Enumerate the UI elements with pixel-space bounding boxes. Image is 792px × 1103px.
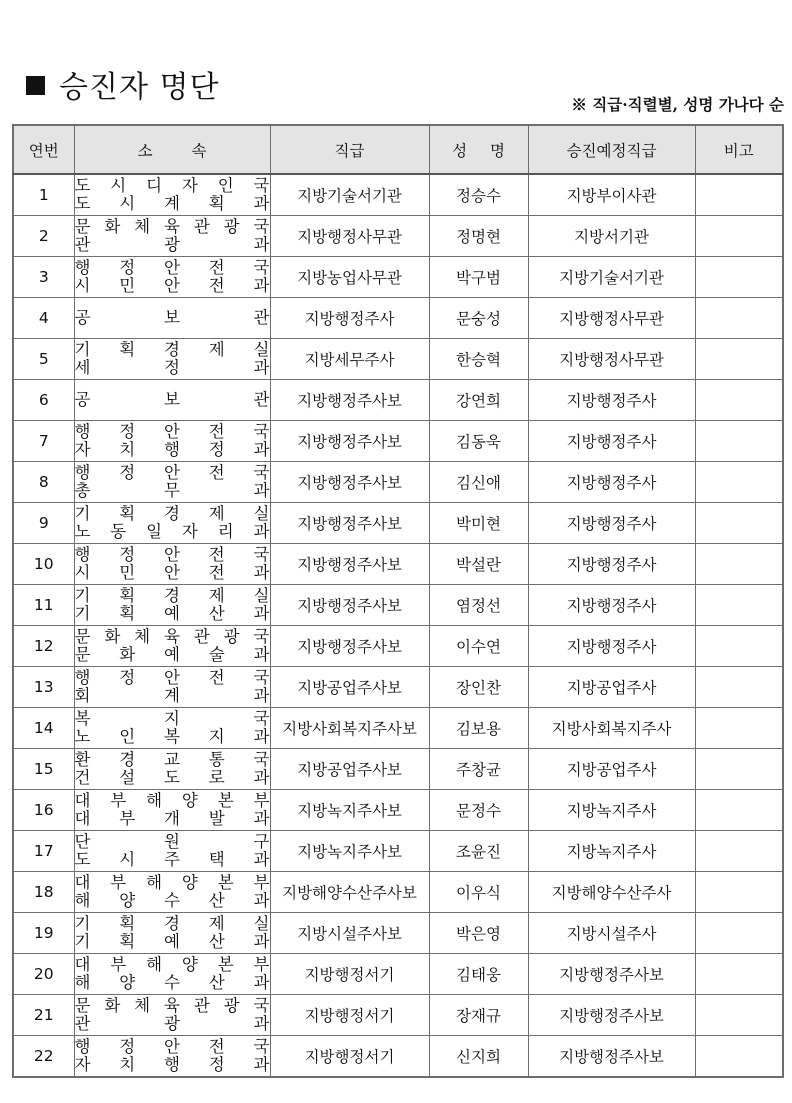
table-row — [13, 380, 783, 421]
row-number: 8 — [13, 462, 74, 503]
department-line: 세 정 과 — [74, 358, 270, 377]
person-name: 장재규 — [429, 995, 528, 1036]
table-row — [13, 339, 783, 380]
person-name: 조윤진 — [429, 831, 528, 872]
remark-cell — [695, 503, 783, 544]
promotion-grade: 지방행정주사 — [528, 585, 695, 626]
table-row — [13, 174, 783, 216]
person-name: 박구범 — [429, 257, 528, 298]
person-name: 김보용 — [429, 708, 528, 749]
row-number: 3 — [13, 257, 74, 298]
current-grade: 지방행정주사보 — [270, 503, 429, 544]
department-line: 회 계 과 — [74, 686, 270, 705]
table-row — [13, 298, 783, 339]
table-row — [13, 257, 783, 298]
department-cell — [74, 174, 270, 216]
department-line: 행 정 안 전 국 — [74, 668, 270, 687]
department-cell — [74, 380, 270, 421]
department-line: 문 화 체 육 관 광 국 — [74, 996, 270, 1015]
current-grade: 지방행정서기 — [270, 995, 429, 1036]
department-line: 문 화 예 술 과 — [74, 645, 270, 664]
remark-cell — [695, 257, 783, 298]
promotion-grade: 지방행정사무관 — [528, 339, 695, 380]
promotion-grade: 지방부이사관 — [528, 174, 695, 216]
department-line: 행 정 안 전 국 — [74, 545, 270, 564]
person-name: 주창균 — [429, 749, 528, 790]
table-row — [13, 749, 783, 790]
promotion-grade: 지방기술서기관 — [528, 257, 695, 298]
row-number: 21 — [13, 995, 74, 1036]
table-row — [13, 913, 783, 954]
remark-cell — [695, 913, 783, 954]
person-name: 장인찬 — [429, 667, 528, 708]
promotion-grade: 지방녹지주사 — [528, 790, 695, 831]
department-line: 대 부 해 양 본 부 — [74, 791, 270, 810]
current-grade: 지방행정주사보 — [270, 421, 429, 462]
remark-cell — [695, 585, 783, 626]
promotion-grade: 지방시설주사 — [528, 913, 695, 954]
row-number: 10 — [13, 544, 74, 585]
table-row — [13, 1036, 783, 1078]
department-line: 문 화 체 육 관 광 국 — [74, 217, 270, 236]
promotion-grade: 지방행정주사보 — [528, 954, 695, 995]
header-name: 성 명 — [429, 125, 528, 174]
person-name: 이우식 — [429, 872, 528, 913]
remark-cell — [695, 872, 783, 913]
promotion-grade: 지방행정사무관 — [528, 298, 695, 339]
row-number: 16 — [13, 790, 74, 831]
department-line: 행 정 안 전 국 — [74, 422, 270, 441]
department-cell — [74, 339, 270, 380]
department-line: 환 경 교 통 국 — [74, 750, 270, 769]
department-line: 건 설 도 로 과 — [74, 768, 270, 787]
person-name: 정명현 — [429, 216, 528, 257]
department-cell — [74, 585, 270, 626]
remark-cell — [695, 339, 783, 380]
current-grade: 지방녹지주사보 — [270, 831, 429, 872]
row-number: 6 — [13, 380, 74, 421]
current-grade: 지방해양수산주사보 — [270, 872, 429, 913]
table-row — [13, 585, 783, 626]
current-grade: 지방농업사무관 — [270, 257, 429, 298]
department-cell — [74, 626, 270, 667]
page-title-text: 승진자 명단 — [59, 70, 220, 105]
table-row — [13, 667, 783, 708]
remark-cell — [695, 790, 783, 831]
department-line: 도 시 디 자 인 국 — [74, 176, 270, 195]
header-remark: 비고 — [695, 125, 783, 174]
department-line: 시 민 안 전 과 — [74, 563, 270, 582]
department-line: 복 지 국 — [74, 709, 270, 728]
row-number: 12 — [13, 626, 74, 667]
promotion-grade: 지방해양수산주사 — [528, 872, 695, 913]
promotion-grade: 지방공업주사 — [528, 667, 695, 708]
current-grade: 지방행정주사보 — [270, 626, 429, 667]
department-line: 기 획 경 제 실 — [74, 504, 270, 523]
department-cell — [74, 667, 270, 708]
department-cell — [74, 708, 270, 749]
promotion-grade: 지방공업주사 — [528, 749, 695, 790]
page-title — [26, 62, 219, 106]
person-name: 강연희 — [429, 380, 528, 421]
header-no: 연번 — [13, 125, 74, 174]
row-number: 11 — [13, 585, 74, 626]
current-grade: 지방세무주사 — [270, 339, 429, 380]
row-number: 19 — [13, 913, 74, 954]
department-cell — [74, 503, 270, 544]
row-number: 9 — [13, 503, 74, 544]
department-line: 대 부 개 발 과 — [74, 809, 270, 828]
promotion-grade: 지방행정주사 — [528, 462, 695, 503]
department-line: 공 보 관 — [74, 308, 270, 327]
promotion-grade: 지방사회복지주사 — [528, 708, 695, 749]
table-row — [13, 872, 783, 913]
table-row — [13, 708, 783, 749]
department-line: 시 민 안 전 과 — [74, 276, 270, 295]
promotion-grade: 지방행정주사 — [528, 544, 695, 585]
department-line: 대 부 해 양 본 부 — [74, 873, 270, 892]
promotion-grade: 지방행정주사 — [528, 626, 695, 667]
current-grade: 지방행정주사보 — [270, 462, 429, 503]
department-cell — [74, 872, 270, 913]
department-cell — [74, 216, 270, 257]
row-number: 5 — [13, 339, 74, 380]
remark-cell — [695, 831, 783, 872]
table-row — [13, 462, 783, 503]
remark-cell — [695, 544, 783, 585]
department-line: 기 획 경 제 실 — [74, 914, 270, 933]
table-row — [13, 216, 783, 257]
current-grade: 지방행정서기 — [270, 1036, 429, 1078]
table-row — [13, 790, 783, 831]
promotion-grade: 지방행정주사보 — [528, 1036, 695, 1078]
remark-cell — [695, 626, 783, 667]
department-line: 도 시 주 택 과 — [74, 850, 270, 869]
person-name: 박은영 — [429, 913, 528, 954]
department-line: 자 치 행 정 과 — [74, 440, 270, 459]
department-line: 기 획 경 제 실 — [74, 340, 270, 359]
department-line: 공 보 관 — [74, 390, 270, 409]
department-cell — [74, 749, 270, 790]
table-row — [13, 995, 783, 1036]
department-line: 단 원 구 — [74, 832, 270, 851]
promotion-grade: 지방행정주사 — [528, 503, 695, 544]
person-name: 김태웅 — [429, 954, 528, 995]
department-line: 기 획 예 산 과 — [74, 932, 270, 951]
row-number: 14 — [13, 708, 74, 749]
table-row — [13, 626, 783, 667]
current-grade: 지방행정주사 — [270, 298, 429, 339]
person-name: 정승수 — [429, 174, 528, 216]
sort-note: ※ 직급·직렬별, 성명 가나다 순 — [571, 95, 784, 114]
header-grade: 직급 — [270, 125, 429, 174]
person-name: 신지희 — [429, 1036, 528, 1078]
remark-cell — [695, 298, 783, 339]
row-number: 18 — [13, 872, 74, 913]
row-number: 4 — [13, 298, 74, 339]
department-line: 관 광 과 — [74, 235, 270, 254]
table-row — [13, 544, 783, 585]
department-cell — [74, 913, 270, 954]
remark-cell — [695, 216, 783, 257]
row-number: 2 — [13, 216, 74, 257]
department-line: 행 정 안 전 국 — [74, 1037, 270, 1056]
department-line: 행 정 안 전 국 — [74, 463, 270, 482]
promotion-table — [12, 124, 784, 1078]
remark-cell — [695, 174, 783, 216]
department-line: 노 인 복 지 과 — [74, 727, 270, 746]
department-line: 해 양 수 산 과 — [74, 973, 270, 992]
person-name: 한승혁 — [429, 339, 528, 380]
department-line: 행 정 안 전 국 — [74, 258, 270, 277]
department-cell — [74, 954, 270, 995]
department-line: 자 치 행 정 과 — [74, 1055, 270, 1074]
department-cell — [74, 790, 270, 831]
promotion-grade: 지방서기관 — [528, 216, 695, 257]
department-line: 도 시 계 획 과 — [74, 194, 270, 213]
person-name: 문숭성 — [429, 298, 528, 339]
row-number: 7 — [13, 421, 74, 462]
department-cell — [74, 995, 270, 1036]
person-name: 박설란 — [429, 544, 528, 585]
current-grade: 지방행정주사보 — [270, 380, 429, 421]
department-cell — [74, 298, 270, 339]
current-grade: 지방녹지주사보 — [270, 790, 429, 831]
department-cell — [74, 257, 270, 298]
row-number: 17 — [13, 831, 74, 872]
row-number: 13 — [13, 667, 74, 708]
remark-cell — [695, 462, 783, 503]
current-grade: 지방공업주사보 — [270, 749, 429, 790]
header-promo-grade: 승진예정직급 — [528, 125, 695, 174]
person-name: 문정수 — [429, 790, 528, 831]
table-row — [13, 954, 783, 995]
department-line: 대 부 해 양 본 부 — [74, 955, 270, 974]
promotion-grade: 지방행정주사 — [528, 421, 695, 462]
current-grade: 지방기술서기관 — [270, 174, 429, 216]
department-cell — [74, 421, 270, 462]
department-cell — [74, 1036, 270, 1078]
promotion-grade: 지방행정주사보 — [528, 995, 695, 1036]
person-name: 염정선 — [429, 585, 528, 626]
table-row — [13, 421, 783, 462]
department-line: 기 획 경 제 실 — [74, 586, 270, 605]
department-line: 총 무 과 — [74, 481, 270, 500]
current-grade: 지방사회복지주사보 — [270, 708, 429, 749]
person-name: 김동욱 — [429, 421, 528, 462]
current-grade: 지방행정주사보 — [270, 585, 429, 626]
remark-cell — [695, 380, 783, 421]
header-dept: 소 속 — [74, 125, 270, 174]
remark-cell — [695, 421, 783, 462]
remark-cell — [695, 995, 783, 1036]
current-grade: 지방공업주사보 — [270, 667, 429, 708]
remark-cell — [695, 667, 783, 708]
remark-cell — [695, 749, 783, 790]
person-name: 박미현 — [429, 503, 528, 544]
department-cell — [74, 831, 270, 872]
row-number: 20 — [13, 954, 74, 995]
current-grade: 지방행정서기 — [270, 954, 429, 995]
row-number: 22 — [13, 1036, 74, 1078]
remark-cell — [695, 708, 783, 749]
square-bullet-icon — [26, 76, 45, 95]
current-grade: 지방행정주사보 — [270, 544, 429, 585]
row-number: 1 — [13, 174, 74, 216]
department-line: 노 동 일 자 리 과 — [74, 522, 270, 541]
department-line: 해 양 수 산 과 — [74, 891, 270, 910]
table-header-row — [13, 125, 783, 174]
row-number: 15 — [13, 749, 74, 790]
person-name: 김신애 — [429, 462, 528, 503]
department-line: 문 화 체 육 관 광 국 — [74, 627, 270, 646]
table-row — [13, 503, 783, 544]
department-cell — [74, 544, 270, 585]
current-grade: 지방시설주사보 — [270, 913, 429, 954]
remark-cell — [695, 954, 783, 995]
remark-cell — [695, 1036, 783, 1078]
table-row — [13, 831, 783, 872]
person-name: 이수연 — [429, 626, 528, 667]
promotion-grade: 지방녹지주사 — [528, 831, 695, 872]
promotion-grade: 지방행정주사 — [528, 380, 695, 421]
current-grade: 지방행정사무관 — [270, 216, 429, 257]
department-line: 기 획 예 산 과 — [74, 604, 270, 623]
department-line: 관 광 과 — [74, 1014, 270, 1033]
department-cell — [74, 462, 270, 503]
